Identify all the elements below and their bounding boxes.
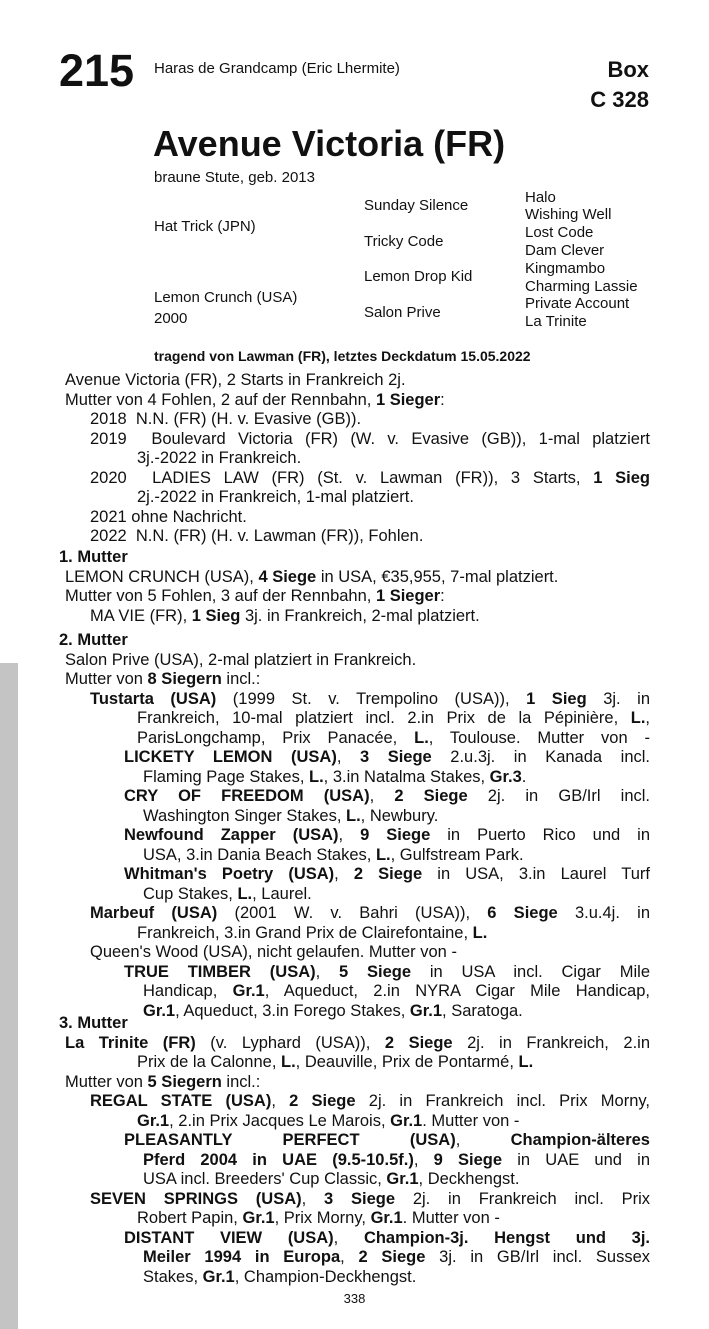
pedigree-sds: Lost Code	[525, 224, 594, 241]
horse-name: Avenue Victoria (FR)	[153, 123, 506, 164]
consignor: Haras de Grandcamp (Eric Lhermite)	[154, 60, 400, 77]
pedigree-dss: Kingmambo	[525, 260, 606, 277]
record-line: ParisLongchamp, Prix Panacée, L., Toulouse. Mutter von -	[137, 728, 650, 747]
pedigree-ssd: Wishing Well	[525, 206, 612, 223]
covering-info: tragend von Lawman (FR), letztes Deckdatum 15.05.2022	[154, 348, 531, 364]
third-dam-section	[59, 1014, 650, 1287]
section-heading: 3. Mutter	[59, 1014, 128, 1032]
box-label	[590, 55, 649, 115]
record-line: Tustarta (USA) (1999 St. v. Trempolino (USA)), 1 Sieg 3j. in	[90, 689, 651, 708]
record-line: Prix de la Calonne, L., Deauville, Prix de Pontarmé, L.	[137, 1053, 534, 1071]
record-line: CRY OF FREEDOM (USA), 2 Siege 2j. in GB/Irl incl.	[124, 787, 651, 805]
record-line: 2022 N.N. (FR) (H. v. Lawman (FR)), Fohlen.	[90, 527, 424, 545]
section-heading: 2. Mutter	[59, 631, 128, 649]
page-number: 338	[343, 1291, 366, 1306]
record-line: Mutter von 5 Siegern incl.:	[65, 1072, 261, 1091]
record-line: Gr.1, Aqueduct, 3.in Forego Stakes, Gr.1, Saratoga.	[143, 1001, 523, 1020]
record-line: La Trinite (FR) (v. Lyphard (USA)), 2 Siege 2j. in Frankreich, 2.in	[65, 1033, 650, 1052]
record-line: USA incl. Breeders' Cup Classic, Gr.1, Deckhengst.	[143, 1170, 520, 1188]
record-line: 2021 ohne Nachricht.	[90, 507, 247, 526]
side-thumb-tab	[0, 663, 18, 1329]
pedigree-dam-year: 2000	[154, 310, 188, 327]
pedigree-ddd: La Trinite	[525, 313, 587, 330]
record-line: DISTANT VIEW (USA), Champion-3j. Hengst und 3j.	[124, 1228, 651, 1247]
record-line: TRUE TIMBER (USA), 5 Siege in USA incl. Cigar Mile	[124, 962, 650, 981]
second-dam-section	[59, 631, 650, 1021]
record-line: Salon Prive (USA), 2-mal platziert in Frankreich.	[65, 650, 417, 669]
record-line: Flaming Page Stakes, L., 3.in Natalma Stakes, Gr.3.	[143, 767, 527, 786]
record-line: Whitman's Poetry (USA), 2 Siege in USA, 3.in Laurel Turf	[124, 865, 650, 883]
box-number: C 328	[590, 87, 649, 112]
record-line: Newfound Zapper (USA), 9 Siege in Puerto Rico und in	[124, 826, 650, 844]
record-line: 2018 N.N. (FR) (H. v. Evasive (GB)).	[90, 410, 362, 428]
pedigree-dsd: Charming Lassie	[525, 278, 638, 295]
section-heading: 1. Mutter	[59, 548, 128, 566]
record-line: Frankreich, 10-mal platziert incl. 2.in Prix de la Pépinière, L.,	[137, 709, 650, 727]
pedigree-sss: Halo	[525, 189, 556, 206]
record-line: MA VIE (FR), 1 Sieg 3j. in Frankreich, 2-mal platziert.	[90, 606, 480, 625]
record-line: Avenue Victoria (FR), 2 Starts in Frankreich 2j.	[65, 371, 406, 389]
record-line: Robert Papin, Gr.1, Prix Morny, Gr.1. Mutter von -	[137, 1209, 500, 1227]
record-line: Meiler 1994 in Europa, 2 Siege 3j. in GB/Irl incl. Sussex	[143, 1248, 650, 1266]
pedigree-dam: Lemon Crunch (USA)	[154, 289, 298, 306]
first-dam-section	[59, 548, 650, 626]
record-line: SEVEN SPRINGS (USA), 3 Siege 2j. in Frankreich incl. Prix	[90, 1189, 650, 1208]
pedigree-dam-sire: Lemon Drop Kid	[364, 268, 473, 285]
pedigree-sire-sire: Sunday Silence	[364, 197, 469, 214]
record-line: Mutter von 8 Siegern incl.:	[65, 670, 261, 688]
record-line: 3j.-2022 in Frankreich.	[137, 449, 302, 467]
record-line: Washington Singer Stakes, L., Newbury.	[143, 806, 439, 825]
horse-description: braune Stute, geb. 2013	[154, 169, 315, 186]
record-line: Gr.1, 2.in Prix Jacques Le Marois, Gr.1. Mutter von -	[137, 1111, 520, 1130]
record-line: Queen's Wood (USA), nicht gelaufen. Mutter von -	[90, 943, 457, 961]
record-line: 2j.-2022 in Frankreich, 1-mal platziert.	[137, 488, 414, 506]
box-label-line1: Box	[607, 57, 649, 82]
record-line: Mutter von 5 Fohlen, 3 auf der Rennbahn, 1 Sieger:	[65, 587, 445, 605]
record-line: Stakes, Gr.1, Champion-Deckhengst.	[143, 1267, 417, 1286]
record-line: LEMON CRUNCH (USA), 4 Siege in USA, €35,955, 7-mal platziert.	[65, 567, 559, 586]
record-line: Frankreich, 3.in Grand Prix de Clairefontaine, L.	[137, 923, 488, 942]
produce-record	[59, 371, 650, 547]
pedigree-sire: Hat Trick (JPN)	[154, 218, 256, 235]
record-line: 2020 LADIES LAW (FR) (St. v. Lawman (FR)), 3 Starts, 1 Sieg	[90, 468, 650, 487]
record-line: LICKETY LEMON (USA), 3 Siege 2.u.3j. in Kanada incl.	[124, 748, 650, 766]
record-line: Handicap, Gr.1, Aqueduct, 2.in NYRA Cigar Mile Handicap,	[143, 982, 650, 1000]
record-line: Marbeuf (USA) (2001 W. v. Bahri (USA)), 6 Siege 3.u.4j. in	[90, 904, 650, 922]
record-line: USA, 3.in Dania Beach Stakes, L., Gulfstream Park.	[143, 845, 524, 864]
record-line: PLEASANTLY PERFECT (USA), Champion-älteres	[124, 1131, 650, 1149]
pedigree-dds: Private Account	[525, 295, 630, 312]
record-line: Pferd 2004 in UAE (9.5-10.5f.), 9 Siege in UAE und in	[143, 1150, 650, 1169]
pedigree-dam-dam: Salon Prive	[364, 304, 441, 321]
lot-number: 215	[59, 45, 135, 96]
record-line: Mutter von 4 Fohlen, 2 auf der Rennbahn, 1 Sieger:	[65, 390, 445, 409]
record-line: 2019 Boulevard Victoria (FR) (W. v. Evasive (GB)), 1-mal platziert	[90, 429, 650, 448]
record-line: REGAL STATE (USA), 2 Siege 2j. in Frankreich incl. Prix Morny,	[90, 1092, 650, 1110]
record-line: Cup Stakes, L., Laurel.	[143, 884, 312, 903]
pedigree-sire-dam: Tricky Code	[364, 233, 444, 250]
pedigree-sdd: Dam Clever	[525, 242, 605, 259]
